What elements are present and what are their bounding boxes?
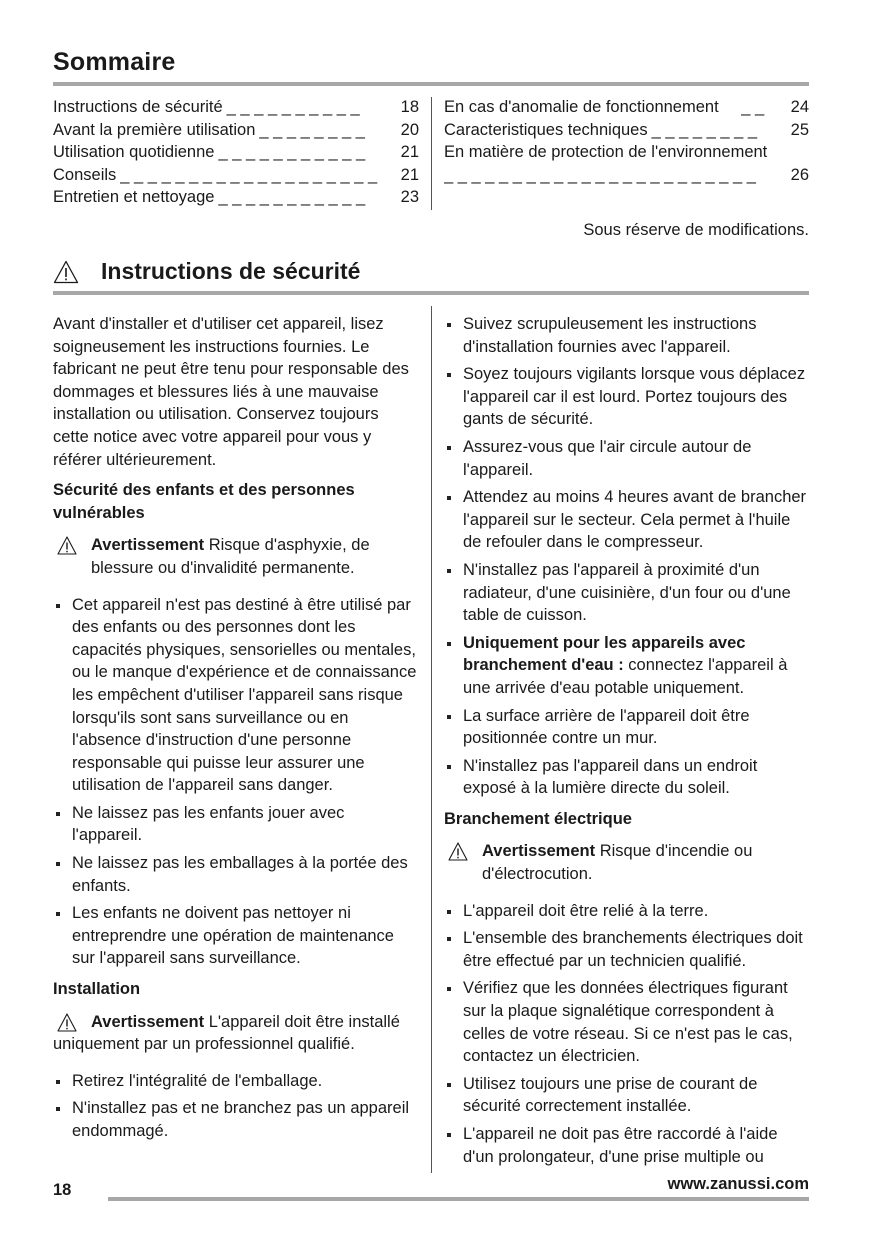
summary-title: Sommaire	[53, 48, 176, 76]
list-item: Ne laissez pas les emballages à la portée des enfants.	[53, 852, 417, 897]
children-warning	[53, 534, 417, 579]
toc-left-column	[53, 96, 419, 209]
toc-right-column	[444, 96, 809, 186]
warning-text: Risque d'incendie ou d'électrocution.	[482, 842, 753, 884]
toc-page-number: 24	[790, 98, 809, 116]
warning-triangle-icon	[53, 260, 79, 284]
toc-page-number: 21	[400, 165, 419, 184]
warning-triangle-icon	[57, 536, 77, 555]
warning-label: Avertissement	[482, 842, 596, 861]
footer-rule	[108, 1197, 809, 1201]
toc-entry[interactable]	[444, 96, 809, 119]
warning-text: Risque d'asphyxie, de blessure ou d'invalidité permanente.	[91, 536, 370, 577]
modification-note: Sous réserve de modifications.	[583, 221, 809, 239]
toc-entry[interactable]	[444, 119, 809, 142]
list-item: Attendez au moins 4 heures avant de brancher l'appareil sur le secteur. Cela permet à l'huile de refouler dans le compresseur.	[444, 486, 809, 554]
warning-triangle-icon	[448, 842, 468, 861]
toc-entry-title: En matière de protection de l'environnement	[444, 143, 768, 162]
list-item: Soyez toujours vigilants lorsque vous déplacez l'appareil car il est lourd. Portez toujours des gants de sécurité.	[444, 363, 809, 431]
column-divider	[431, 306, 432, 1173]
list-item	[444, 632, 809, 700]
list-item: N'installez pas et ne branchez pas un appareil endommagé.	[53, 1097, 417, 1142]
toc-leader: _ _ _ _ _ _ _ _ _ _ _	[218, 143, 366, 162]
list-item: N'installez pas l'appareil dans un endroit exposé à la lumière directe du soleil.	[444, 755, 809, 800]
safety-section-title: Instructions de sécurité	[101, 258, 361, 284]
toc-leader: _ _ _ _ _ _ _ _ _ _ _	[218, 188, 366, 207]
safety-section-header	[53, 258, 360, 285]
list-item: Retirez l'intégralité de l'emballage.	[53, 1070, 417, 1093]
intro-paragraph: Avant d'installer et d'utiliser cet appareil, lisez soigneusement les instructions fournies. Le fabricant ne peut être tenu pour responsable des dommages et blessures liés à une mauvaise installation ou utilisation. Conservez toujours cette notice avec votre appareil pour vous y référer ultérieurement.	[53, 315, 409, 469]
warning-text: L'appareil doit être installé uniquement par un professionnel qualifié.	[53, 1012, 400, 1054]
toc-entry-title: En cas d'anomalie de fonctionnement	[444, 98, 719, 116]
list-item: La surface arrière de l'appareil doit être positionnée contre un mur.	[444, 705, 809, 750]
list-item: L'appareil ne doit pas être raccordé à l'aide d'un prolongateur, d'une prise multiple ou	[444, 1123, 809, 1168]
toc-entry[interactable]	[444, 141, 809, 186]
toc-page-number: 26	[790, 165, 809, 184]
toc-entry[interactable]	[53, 141, 419, 164]
warning-triangle-icon	[57, 1013, 77, 1032]
electrical-heading: Branchement électrique	[444, 809, 632, 828]
toc-leader: _ _ _ _ _ _ _ _ _ _ _ _ _ _ _ _ _ _ _	[120, 165, 378, 184]
list-item: L'ensemble des branchements électriques doit être effectué par un technicien qualifié.	[444, 927, 809, 972]
safety-right-column	[444, 313, 809, 1176]
toc-leader: _ _ _ _ _ _ _ _	[651, 120, 758, 139]
safety-left-column	[53, 313, 417, 1151]
list-item: L'appareil doit être relié à la terre.	[444, 900, 809, 923]
installation-heading: Installation	[53, 980, 141, 999]
toc-entry[interactable]	[53, 164, 419, 187]
toc-page-number: 20	[400, 120, 419, 139]
toc-entry[interactable]	[53, 186, 419, 209]
list-item: N'installez pas l'appareil à proximité d'un radiateur, d'une cuisinière, d'un four ou d'une table de cuisson.	[444, 559, 809, 627]
toc-page-number: 18	[400, 98, 419, 116]
footer-url-link[interactable]: www.zanussi.com	[667, 1175, 809, 1193]
toc-entry[interactable]	[53, 119, 419, 142]
warning-label: Avertissement	[91, 536, 205, 555]
installation-list-left	[53, 1070, 417, 1143]
list-item: Assurez-vous que l'air circule autour de l'appareil.	[444, 436, 809, 481]
list-item: Cet appareil n'est pas destiné à être utilisé par des enfants ou des personnes dont les capacités physiques, sensorielles ou mentales, ou le manque d'expérience et de connaissance les empêchent d'utiliser l'appareil sans risque lorsqu'ils sont sans surveillance ou en l'absence d'instruction d'une personne responsable qui puisse leur assurer une utilisation de l'appareil sans danger.	[53, 594, 417, 797]
safety-rule	[53, 291, 809, 295]
toc-leader: _ _ _ _ _ _ _ _	[259, 120, 365, 139]
list-item: Les enfants ne doivent pas nettoyer ni entreprendre une opération de maintenance sur l'appareil sans surveillance.	[53, 902, 417, 970]
list-item: Utilisez toujours une prise de courant de sécurité correctement installée.	[444, 1073, 809, 1118]
toc-entry-title: Conseils	[53, 165, 117, 184]
water-text: connectez l'appareil à une arrivée d'eau potable uniquement.	[463, 656, 788, 697]
electrical-warning	[444, 840, 809, 885]
toc-entry-title: Instructions de sécurité	[53, 98, 223, 116]
toc-leader: _ _ _ _ _ _ _ _ _ _ _ _ _ _ _ _ _ _ _ _ _ _ _	[444, 165, 756, 184]
installation-warning	[53, 1011, 417, 1056]
children-heading: Sécurité des enfants et des personnes vulnérables	[53, 481, 355, 522]
list-item: Ne laissez pas les enfants jouer avec l'appareil.	[53, 802, 417, 847]
summary-rule	[53, 82, 809, 86]
toc-leader: _ _	[741, 98, 765, 116]
toc-page-number: 21	[400, 143, 419, 162]
toc-leader: _ _ _ _ _ _ _ _ _ _	[226, 98, 360, 116]
toc-entry-title: Utilisation quotidienne	[53, 143, 215, 162]
toc-entry-title: Avant la première utilisation	[53, 120, 256, 139]
list-item: Suivez scrupuleusement les instructions d'installation fournies avec l'appareil.	[444, 313, 809, 358]
toc-entry-title: Caracteristiques techniques	[444, 120, 648, 139]
water-bold: Uniquement pour les appareils avec branchement d'eau :	[463, 633, 746, 675]
list-item: Vérifiez que les données électriques figurant sur la plaque signalétique correspondent à celles de votre réseau. Si ce n'est pas le cas, contactez un électricien.	[444, 977, 809, 1067]
toc-page-number: 25	[790, 120, 809, 139]
warning-label: Avertissement	[91, 1012, 205, 1031]
electrical-list	[444, 900, 809, 1169]
toc-divider	[431, 97, 432, 210]
toc-entry-title: Entretien et nettoyage	[53, 188, 215, 207]
page-number: 18	[53, 1181, 72, 1199]
toc-page-number: 23	[400, 188, 419, 207]
installation-list-right	[444, 313, 809, 800]
children-list	[53, 594, 417, 971]
toc-entry[interactable]	[53, 96, 419, 119]
